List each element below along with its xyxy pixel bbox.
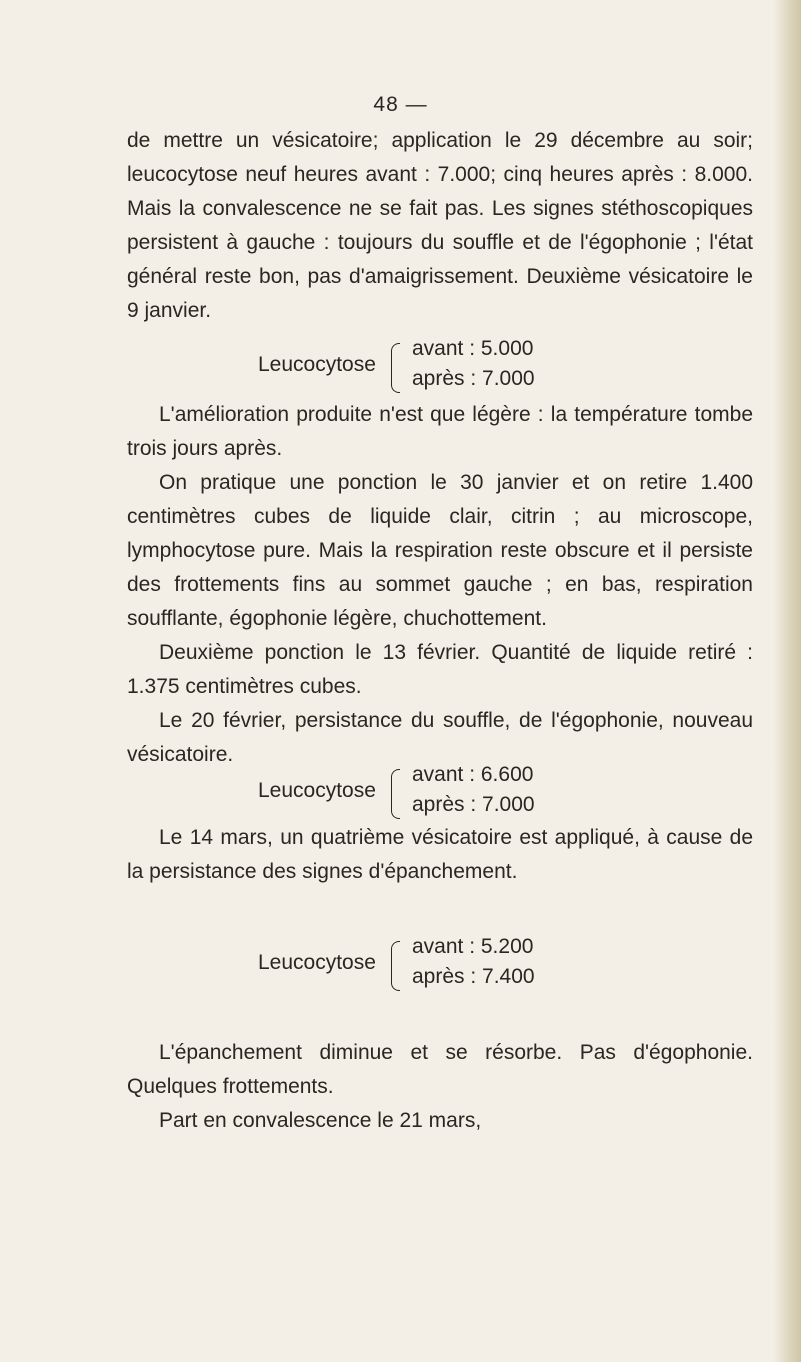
paragraph: de mettre un vésicatoire; application le 29 décembre au soir; leucocytose neuf heures avant : 7.000; cinq heures après : 8.000. Mais la convalescence ne se fait pas. Les signes stéthoscopiques persistent à gauche : toujours du souffle et de l'égophonie ; l'état général reste bon, pas d'amaigrissement. Deuxième vésicatoire le 9 janvier. (127, 129, 753, 322)
leucocytose-label: Leucocytose (258, 951, 376, 974)
page-edge-shadow (773, 0, 801, 1362)
leucocytose-avant: avant : 5.000 (412, 337, 534, 360)
paragraph: L'épanchement diminue et se résorbe. Pas d'égophonie. Quelques frottements. (127, 1041, 753, 1098)
brace (391, 343, 400, 393)
paragraph: Le 14 mars, un quatrième vésicatoire est appliqué, à cause de la persistance des signes d'épanchement. (127, 826, 753, 883)
leucocytose-apres: après : 7.400 (412, 965, 535, 988)
paragraph: Part en convalescence le 21 mars, (159, 1109, 482, 1132)
leucocytose-label: Leucocytose (258, 353, 376, 376)
page-number: 48 — (373, 93, 428, 116)
paragraph-block-3 (127, 821, 753, 889)
paragraph-block-1 (127, 124, 753, 328)
paragraph-block-2 (127, 398, 753, 772)
brace (391, 769, 400, 819)
paragraph-block-4 (127, 1036, 753, 1138)
paragraph: L'amélioration produite n'est que légère : la température tombe trois jours après. (127, 403, 753, 460)
paragraph: On pratique une ponction le 30 janvier et on retire 1.400 centimètres cubes de liquide clair, citrin ; au microscope, lymphocytose pure. Mais la respiration reste obscure et il persiste des frottements fins au sommet gauche ; en bas, respiration soufflante, égophonie légère, chuchottement. (127, 471, 753, 630)
leucocytose-apres: après : 7.000 (412, 793, 535, 816)
brace (391, 941, 400, 991)
leucocytose-avant: avant : 5.200 (412, 935, 534, 958)
leucocytose-apres: après : 7.000 (412, 367, 535, 390)
leucocytose-avant: avant : 6.600 (412, 763, 534, 786)
paragraph: Le 20 février, persistance du souffle, de l'égophonie, nouveau vésicatoire. (127, 709, 753, 766)
paragraph: Deuxième ponction le 13 février. Quantité de liquide retiré : 1.375 centimètres cubes. (127, 641, 753, 698)
leucocytose-label: Leucocytose (258, 779, 376, 802)
